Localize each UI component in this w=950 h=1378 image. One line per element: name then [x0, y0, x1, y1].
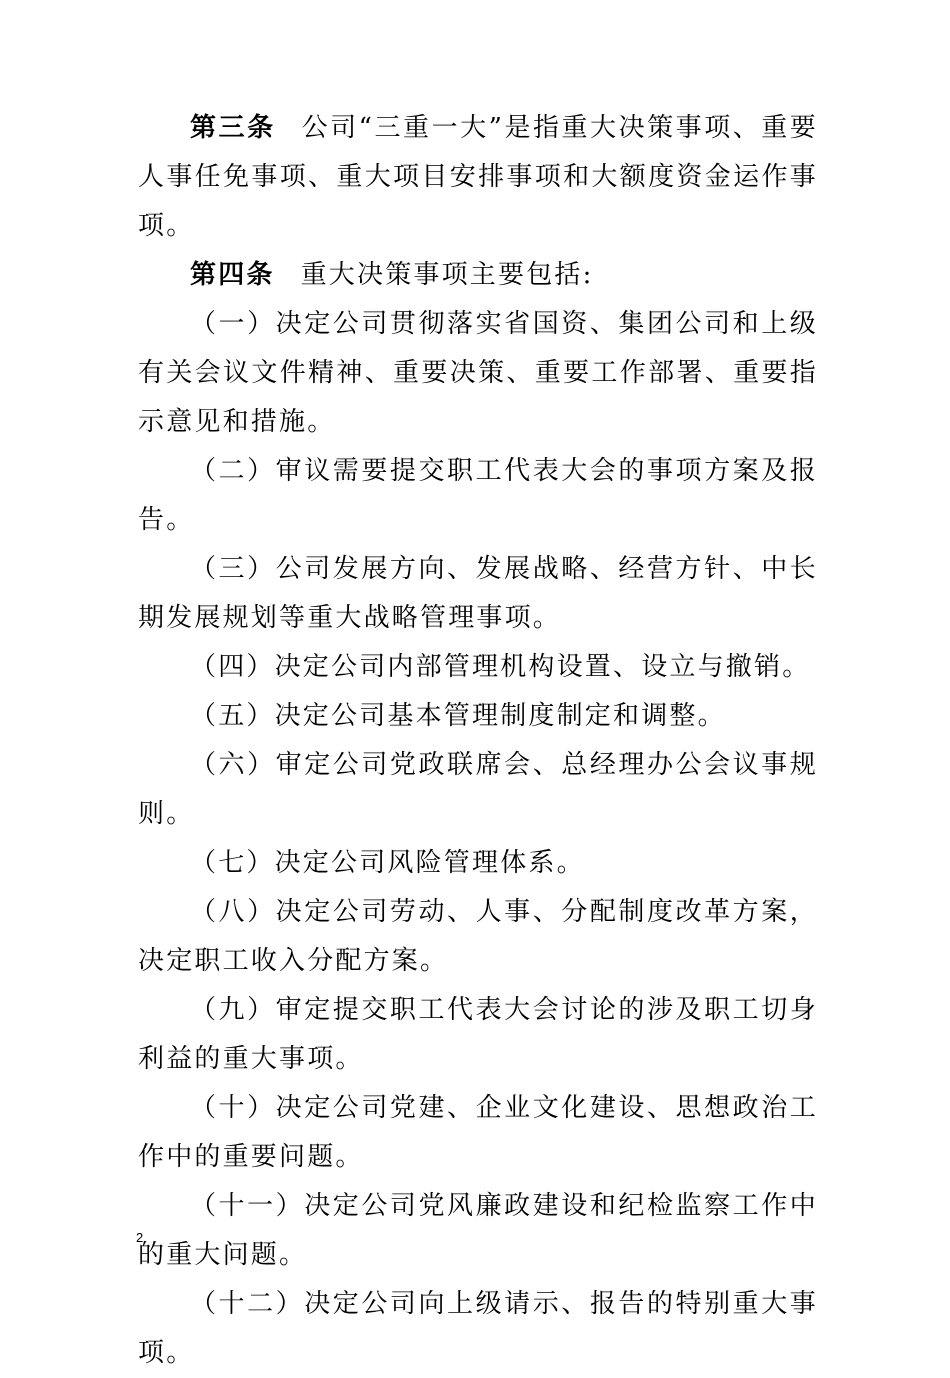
article-3-paragraph — [138, 104, 818, 251]
article-4-label: 第四条 — [190, 260, 275, 290]
list-item-12: （十二）决定公司向上级请示、报告的特别重大事项。 — [138, 1289, 818, 1368]
list-item-9: （九）审定提交职工代表大会讨论的涉及职工切身利益的重大事项。 — [138, 995, 818, 1074]
list-item-11: （十一）决定公司党风廉政建设和纪检监察工作中的重大问题。 — [138, 1191, 818, 1270]
list-item-4: （四）决定公司内部管理机构设置、设立与撤销。 — [190, 652, 811, 682]
list-item-10: （十）决定公司党建、企业文化建设、思想政治工作中的重要问题。 — [138, 1093, 818, 1172]
list-item-1: （一）决定公司贯彻落实省国资、集团公司和上级有关会议文件精神、重要决策、重要工作部署、重要指示意见和措施。 — [138, 309, 818, 437]
list-item-7: （七）决定公司风险管理体系。 — [190, 848, 585, 878]
list-item-6: （六）审定公司党政联席会、总经理办公会议事规则。 — [138, 750, 818, 829]
list-item-2: （二）审议需要提交职工代表大会的事项方案及报告。 — [138, 456, 818, 535]
list-item-8: （八）决定公司劳动、人事、分配制度改革方案，决定职工收入分配方案。 — [138, 897, 818, 976]
article-3-label: 第三条 — [190, 113, 276, 143]
article-4-text: 重大决策事项主要包括: — [300, 260, 594, 290]
document-body — [138, 104, 818, 1378]
article-3-text: 公司“三重一大”是指重大决策事项、重要人事任免事项、重大项目安排事项和大额度资金运作事项。 — [138, 113, 818, 241]
article-4-paragraph — [138, 251, 818, 300]
list-item-3: （三）公司发展方向、发展战略、经营方针、中长期发展规划等重大战略管理事项。 — [138, 554, 818, 633]
list-item-5: （五）决定公司基本管理制度制定和调整。 — [190, 701, 726, 731]
page-number: 2 — [136, 1230, 144, 1245]
